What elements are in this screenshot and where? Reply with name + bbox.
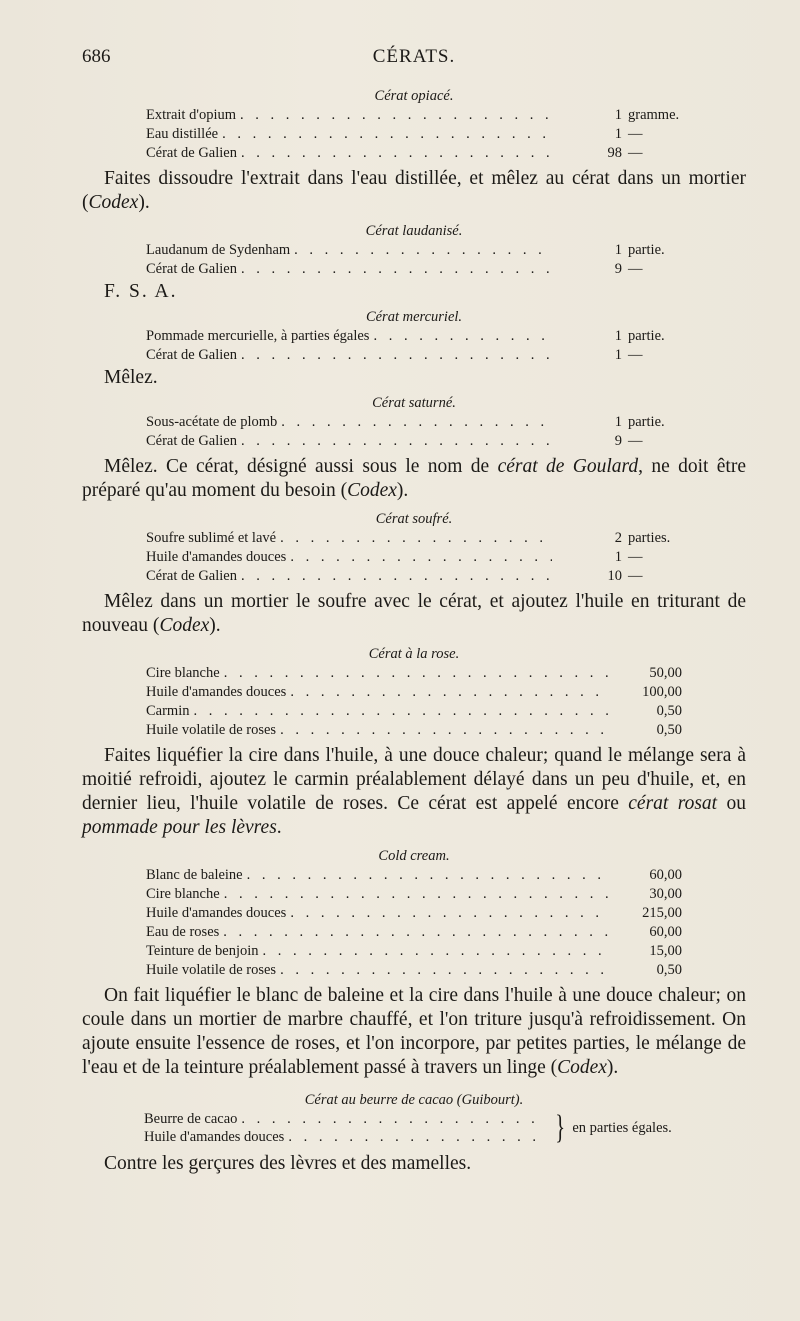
ingredient-qty: 60,00: [649, 924, 682, 940]
ingredient-unit: partie.: [628, 328, 665, 344]
ingredient-list: [144, 1110, 746, 1146]
ingredient-list: [146, 529, 686, 586]
ingredient-row: [146, 664, 682, 683]
ingredient-unit: partie.: [628, 242, 665, 258]
leader-dots: [241, 144, 552, 163]
ingredient-qty: 0,50: [656, 703, 682, 719]
leader-dots: [280, 961, 608, 980]
ingredient-name: Cérat de Galien: [146, 433, 237, 449]
ingredient-row: [144, 1110, 548, 1128]
ingredient-name: Cérat de Galien: [146, 347, 237, 363]
italic-term: cérat rosat: [628, 793, 718, 814]
leader-dots: [241, 346, 552, 365]
ingredient-row: [146, 702, 682, 721]
leader-dots: [241, 432, 552, 451]
ingredient-unit: —: [628, 261, 643, 277]
page-content: [82, 86, 746, 1182]
brace-ingredients: [144, 1110, 548, 1146]
ingredient-row: [146, 904, 682, 923]
recipe-text: [82, 984, 746, 1080]
ingredient-qty: 15,00: [649, 943, 682, 959]
ingredient-name: Eau distillée: [146, 126, 219, 142]
ingredient-qty: 30,00: [649, 886, 682, 902]
text-run: ).: [138, 192, 150, 213]
ingredient-name: Cérat de Galien: [146, 261, 237, 277]
ingredient-name: Laudanum de Sydenham: [146, 242, 291, 258]
italic-term: cérat de Goulard: [497, 456, 639, 477]
ingredient-name: Cire blanche: [146, 886, 220, 902]
leader-dots: [224, 885, 608, 904]
ingredient-row: [146, 432, 686, 451]
text-run: , ne doit être préparé qu'au moment du besoin (: [82, 456, 746, 501]
recipe-title: Cérat opiacé.: [374, 88, 454, 104]
recipe-text: [82, 455, 746, 503]
ingredient-qty: 215,00: [642, 905, 682, 921]
ingredient-row: [146, 106, 686, 125]
ingredient-unit: —: [628, 568, 643, 584]
leader-dots: [373, 327, 552, 346]
ingredient-row: [146, 885, 682, 904]
leader-dots: [222, 125, 552, 144]
ingredient-list: [146, 664, 682, 740]
ingredient-row: [146, 683, 682, 702]
ingredient-name: Extrait d'opium: [146, 107, 237, 123]
recipe-instruction: Mêlez.: [104, 367, 158, 388]
ingredient-list: [146, 106, 686, 163]
recipe-text: Contre les gerçures des lèvres et des mamelles.: [104, 1153, 472, 1174]
ingredient-name: Teinture de benjoin: [146, 943, 259, 959]
leader-dots: [240, 106, 552, 125]
ingredient-qty: 98: [607, 145, 622, 161]
ingredient-name: Huile volatile de roses: [146, 722, 277, 738]
codex-reference: Codex: [347, 480, 397, 501]
recipe-instruction: F. S. A.: [104, 281, 178, 302]
italic-term: pommade pour les lèvres: [82, 817, 277, 838]
ingredient-row: [146, 346, 686, 365]
ingredient-name: Huile d'amandes douces: [144, 1129, 285, 1145]
text-run: ).: [606, 1057, 619, 1078]
brace-note: en parties égales.: [572, 1120, 672, 1136]
ingredient-unit: —: [628, 433, 643, 449]
codex-reference: Codex: [88, 192, 139, 213]
page-header: [82, 46, 746, 74]
ingredient-row: [146, 125, 686, 144]
ingredient-name: Huile d'amandes douces: [146, 684, 287, 700]
text-run: ou: [717, 793, 746, 814]
ingredient-qty: 1: [614, 549, 622, 565]
text-run: ).: [209, 615, 221, 636]
leader-dots: [294, 241, 552, 260]
ingredient-row: [146, 923, 682, 942]
leader-dots: [290, 548, 552, 567]
recipe-title: Cérat mercuriel.: [365, 309, 463, 325]
ingredient-name: Cérat de Galien: [146, 145, 237, 161]
ingredient-qty: 0,50: [656, 722, 682, 738]
leader-dots: [290, 904, 608, 923]
ingredient-list: [146, 413, 686, 451]
brace-symbol: }: [555, 1109, 566, 1146]
leader-dots: [263, 942, 608, 961]
recipe-title: Cold cream.: [378, 848, 450, 864]
ingredient-qty: 2: [614, 530, 622, 546]
ingredient-name: Soufre sublimé et lavé: [146, 530, 277, 546]
page-number: 686: [82, 46, 111, 67]
ingredient-qty: 1: [614, 242, 622, 258]
ingredient-qty: 50,00: [649, 665, 682, 681]
ingredient-name: Cérat de Galien: [146, 568, 237, 584]
leader-dots: [241, 260, 552, 279]
ingredient-row: [146, 260, 686, 279]
text-run: On fait liquéfier le blanc de baleine et la cire dans l'huile à une douce chaleur; on coule dans un mortier de marbre chauffé, et l'on triture jusqu'à refroidissement. On ajoute ensuite l'essence de roses, et l'on incorpore, par petites parties, le mélange de l'eau et de la teinture préalablement passé à travers un linge (: [82, 985, 746, 1078]
leader-dots: [247, 866, 608, 885]
ingredient-name: Huile d'amandes douces: [146, 905, 287, 921]
codex-reference: Codex: [159, 615, 210, 636]
leader-dots: [280, 721, 608, 740]
ingredient-row: [146, 961, 682, 980]
leader-dots: [281, 413, 552, 432]
ingredient-name: Beurre de cacao: [144, 1111, 238, 1127]
running-title: CÉRATS.: [372, 46, 456, 67]
ingredient-qty: 1: [614, 126, 622, 142]
ingredient-name: Blanc de baleine: [146, 867, 243, 883]
ingredient-qty: 0,50: [656, 962, 682, 978]
recipe-title: Cérat à la rose.: [368, 646, 460, 662]
ingredient-row: [146, 567, 686, 586]
ingredient-row: [146, 866, 682, 885]
codex-reference: Codex: [557, 1057, 607, 1078]
text-run: ).: [396, 480, 409, 501]
leader-dots: [223, 923, 608, 942]
leader-dots: [241, 1110, 544, 1128]
leader-dots: [224, 664, 608, 683]
text-run: Mêlez dans un mortier le soufre avec le cérat, et ajoutez l'huile en triturant de nouveau (: [82, 591, 746, 636]
text-run: .: [276, 817, 282, 838]
ingredient-row: [146, 327, 686, 346]
ingredient-qty: 100,00: [642, 684, 682, 700]
ingredient-unit: —: [628, 549, 643, 565]
ingredient-row: [144, 1128, 548, 1146]
ingredient-qty: 1: [614, 347, 622, 363]
ingredient-name: Huile volatile de roses: [146, 962, 277, 978]
ingredient-row: [146, 413, 686, 432]
ingredient-qty: 9: [614, 433, 622, 449]
ingredient-qty: 1: [614, 328, 622, 344]
ingredient-row: [146, 241, 686, 260]
ingredient-unit: —: [628, 347, 643, 363]
ingredient-unit: partie.: [628, 414, 665, 430]
ingredient-name: Cire blanche: [146, 665, 220, 681]
ingredient-row: [146, 144, 686, 163]
text-run: Mêlez. Ce cérat, désigné aussi sous le nom de: [104, 456, 498, 477]
ingredient-qty: 9: [614, 261, 622, 277]
text-run: Faites dissoudre l'extrait dans l'eau distillée, et mêlez au cérat dans un mortier (: [82, 168, 746, 213]
leader-dots: [280, 529, 552, 548]
leader-dots: [241, 567, 552, 586]
ingredient-name: Pommade mercurielle, à parties égales: [146, 328, 370, 344]
recipe-title: Cérat saturné.: [372, 395, 456, 411]
ingredient-row: [146, 529, 686, 548]
ingredient-unit: gramme.: [628, 107, 680, 123]
ingredient-qty: 1: [614, 414, 622, 430]
ingredient-qty: 1: [614, 107, 622, 123]
ingredient-list: [146, 241, 686, 279]
leader-dots: [290, 683, 608, 702]
ingredient-name: Carmin: [146, 703, 190, 719]
ingredient-list: [146, 866, 682, 980]
ingredient-row: [146, 721, 682, 740]
recipe-text: [82, 744, 746, 840]
ingredient-qty: 10: [607, 568, 622, 584]
ingredient-name: Sous-acétate de plomb: [146, 414, 278, 430]
leader-dots: [288, 1128, 544, 1146]
ingredient-unit: —: [628, 145, 643, 161]
ingredient-row: [146, 942, 682, 961]
ingredient-name: Huile d'amandes douces: [146, 549, 287, 565]
ingredient-qty: 60,00: [649, 867, 682, 883]
recipe-title: Cérat laudanisé.: [365, 223, 463, 239]
recipe-text: [82, 167, 746, 215]
recipe-text: [82, 590, 746, 638]
leader-dots: [194, 702, 609, 721]
recipe-title: Cérat soufré.: [375, 511, 453, 527]
recipe-title: Cérat au beurre de cacao (Guibourt).: [304, 1092, 524, 1108]
ingredient-list: [146, 327, 686, 365]
ingredient-name: Eau de roses: [146, 924, 220, 940]
ingredient-unit: parties.: [628, 530, 671, 546]
ingredient-unit: —: [628, 126, 643, 142]
text-run: Faites liquéfier la cire dans l'huile, à une douce chaleur; quand le mélange sera à moitié refroidi, ajoutez le carmin préalablement délayé dans un peu d'huile, et, en dernier lieu, l'huile volatile de roses. Ce cérat est appelé encore: [82, 745, 746, 814]
ingredient-row: [146, 548, 686, 567]
